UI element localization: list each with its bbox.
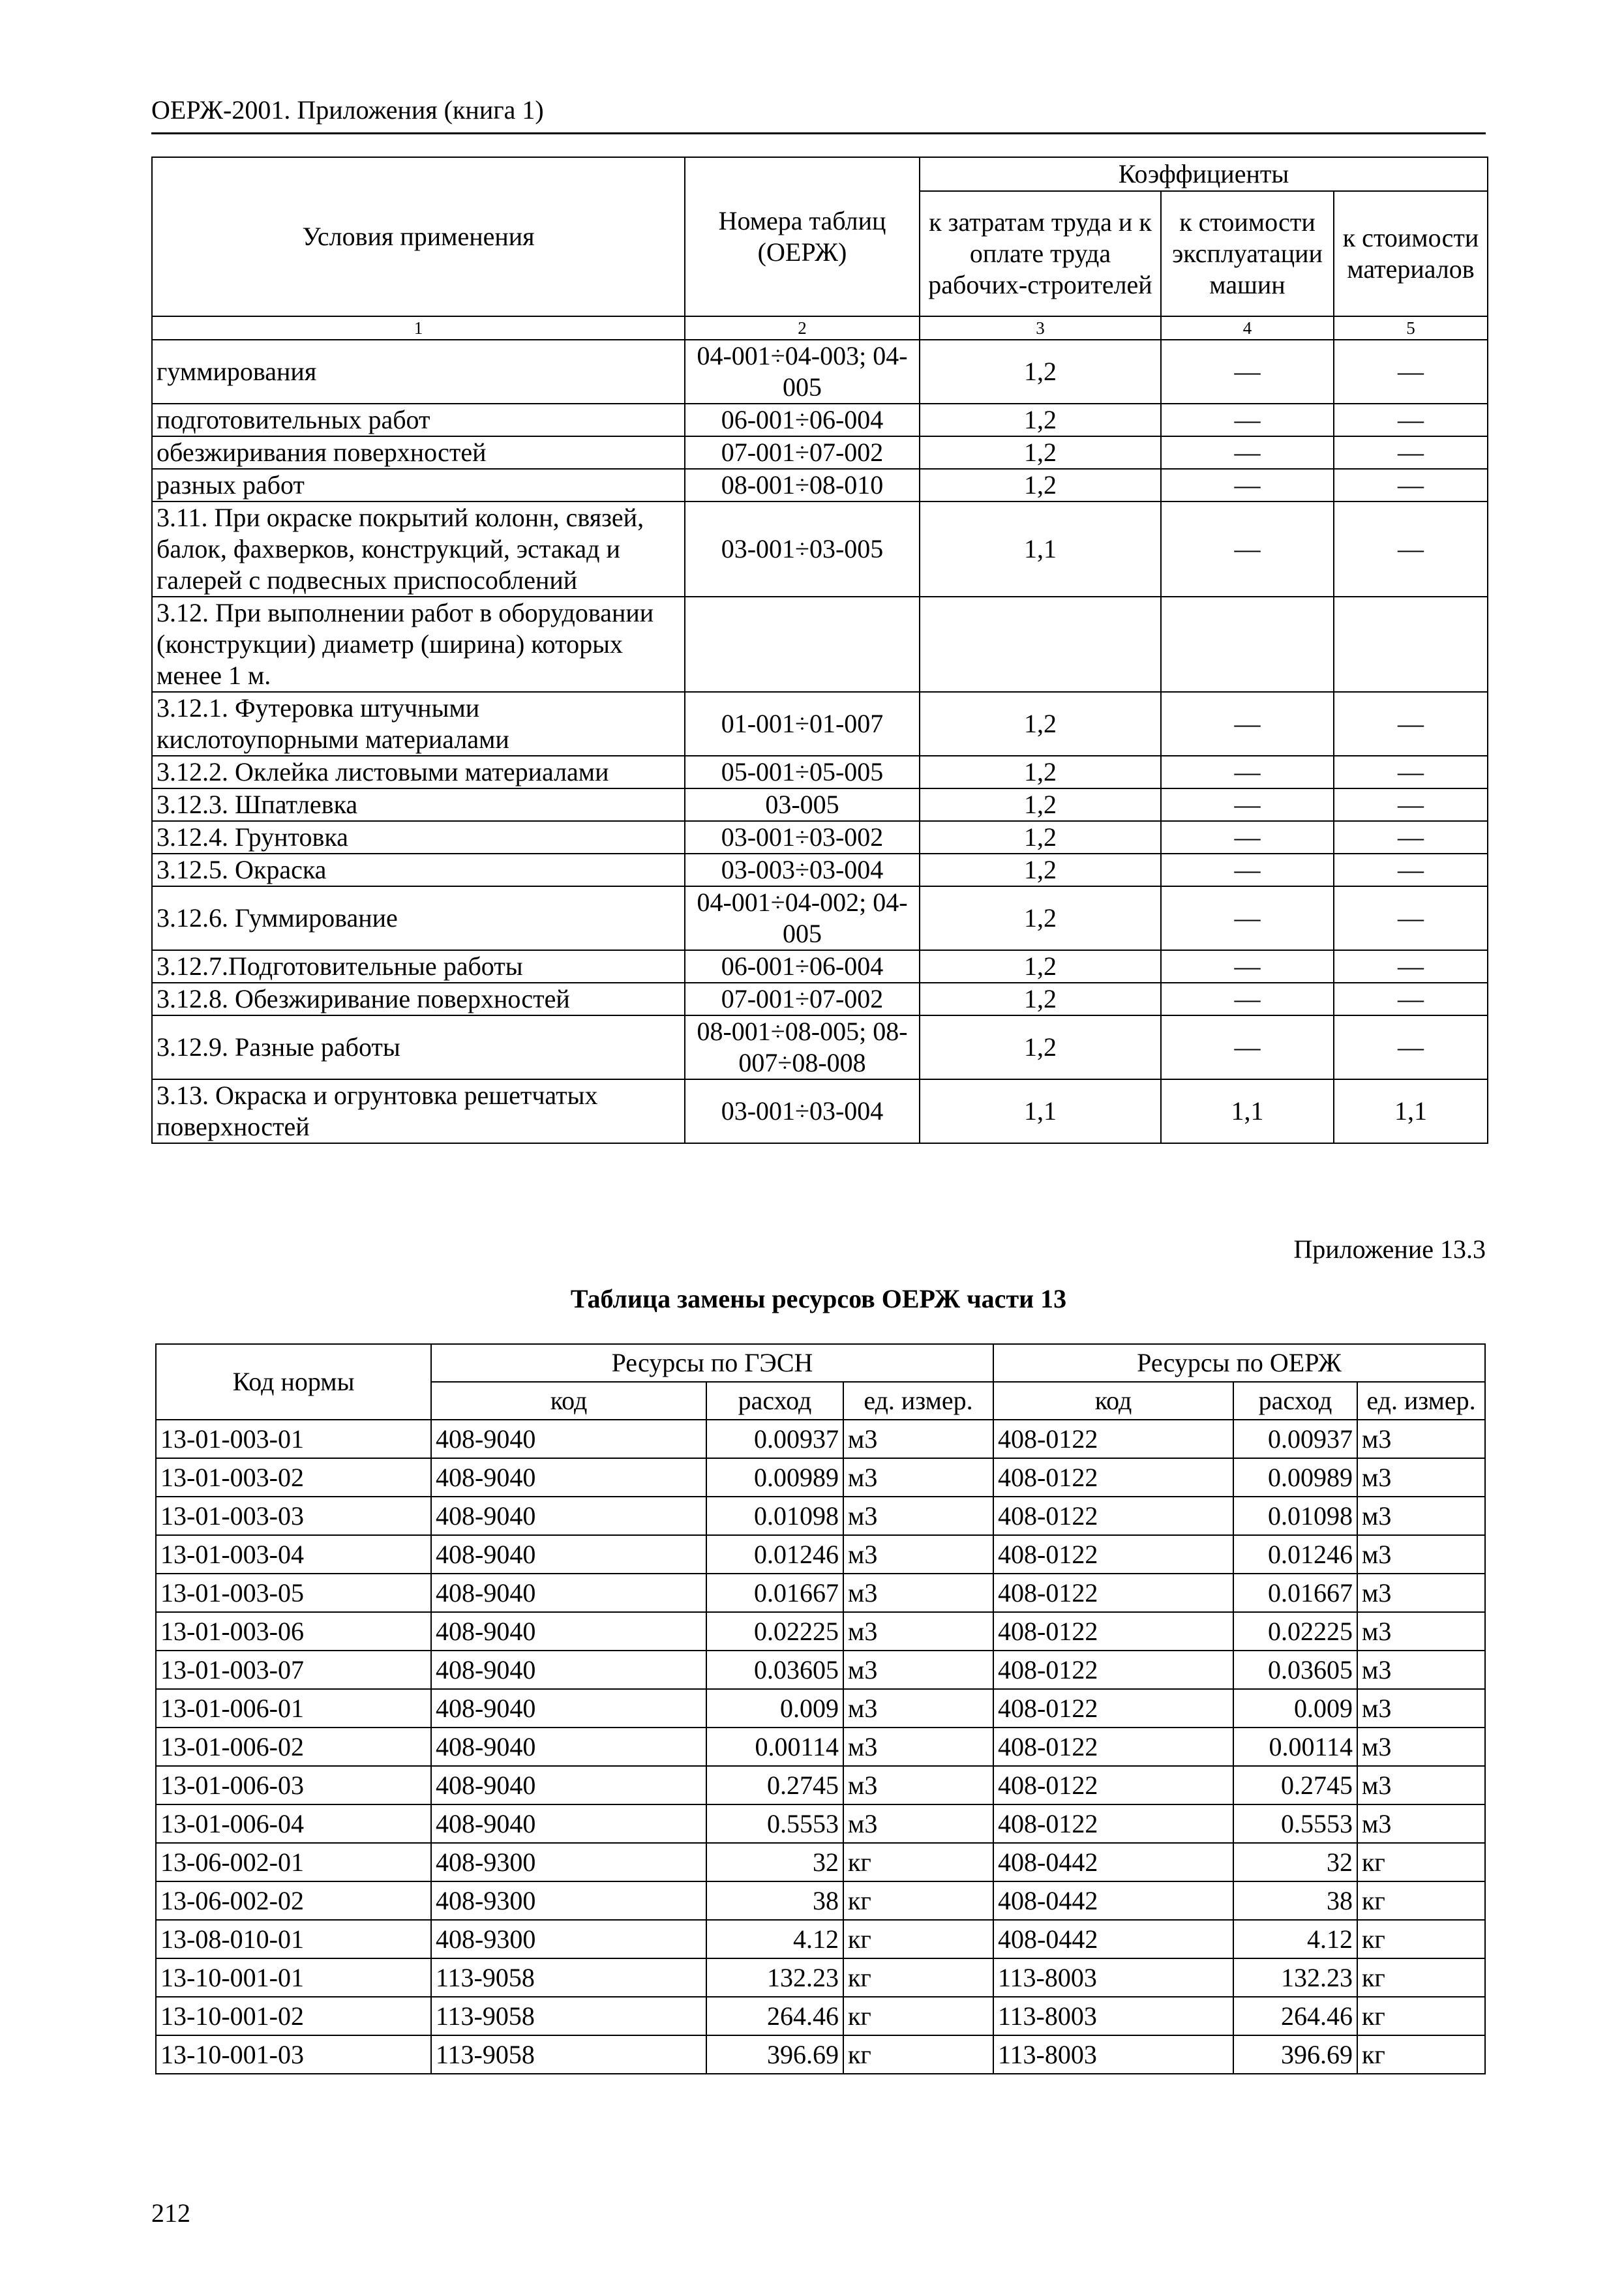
row-gesn-unit: кг [843,1881,993,1920]
row-oerzh-unit: кг [1357,1881,1485,1920]
row-condition: 3.12.1. Футеровка штучными кислотоупорными материалами [152,692,685,756]
row-gesn-consumption: 264.46 [706,1997,843,2035]
row-oerzh-consumption: 0.2745 [1233,1766,1357,1804]
row-oerzh-unit: м3 [1357,1535,1485,1574]
row-norm-code: 13-01-003-06 [156,1612,431,1651]
row-oerzh-consumption: 0.03605 [1233,1651,1357,1689]
row-norm-code: 13-01-003-02 [156,1458,431,1497]
row-oerzh-consumption: 396.69 [1233,2035,1357,2074]
row-oerzh-code: 408-0122 [993,1612,1233,1651]
row-machine-coef: — [1161,436,1334,469]
table-row [156,1612,1485,1651]
row-gesn-unit: м3 [843,1420,993,1458]
row-labor-coef: 1,2 [920,756,1161,788]
table-row [152,1079,1488,1143]
row-norm-code: 13-01-006-01 [156,1689,431,1728]
row-material-coef: — [1334,436,1488,469]
row-oerzh-consumption: 4.12 [1233,1920,1357,1958]
row-condition: 3.12.8. Обезжиривание поверхностей [152,983,685,1015]
table-row [152,1015,1488,1079]
row-material-coef: — [1334,854,1488,886]
row-gesn-code: 408-9040 [431,1458,706,1497]
table-row [152,788,1488,821]
row-gesn-code: 408-9040 [431,1535,706,1574]
row-oerzh-code: 113-8003 [993,2035,1233,2074]
row-gesn-code: 408-9040 [431,1497,706,1535]
table2-caption: Таблица замены ресурсов ОЕРЖ части 13 [570,1284,1067,1313]
header-norm-code: Код нормы [156,1344,431,1420]
row-oerzh-consumption: 0.01246 [1233,1535,1357,1574]
row-machine-coef: 1,1 [1161,1079,1334,1143]
table-row [156,1651,1485,1689]
row-gesn-code: 113-9058 [431,1997,706,2035]
row-table-numbers: 05-001÷05-005 [685,756,920,788]
row-oerzh-consumption: 0.5553 [1233,1804,1357,1843]
row-gesn-consumption: 0.009 [706,1689,843,1728]
row-table-numbers: 01-001÷01-007 [685,692,920,756]
row-gesn-code: 408-9040 [431,1420,706,1458]
row-table-numbers: 03-003÷03-004 [685,854,920,886]
row-condition: 3.12.7.Подготовительные работы [152,950,685,983]
row-oerzh-code: 408-0122 [993,1651,1233,1689]
page-number: 212 [151,2198,190,2228]
row-oerzh-code: 408-0122 [993,1574,1233,1612]
row-material-coef: — [1334,886,1488,950]
row-norm-code: 13-01-006-02 [156,1728,431,1766]
row-condition: обезжиривания поверхностей [152,436,685,469]
table-row [156,1420,1485,1458]
row-gesn-code: 408-9040 [431,1766,706,1804]
row-condition: 3.12.5. Окраска [152,854,685,886]
row-oerzh-unit: м3 [1357,1651,1485,1689]
row-material-coef: — [1334,1015,1488,1079]
row-material-coef: — [1334,950,1488,983]
row-gesn-consumption: 0.5553 [706,1804,843,1843]
header-coefficients: Коэффициенты [920,157,1488,191]
row-gesn-consumption: 396.69 [706,2035,843,2074]
row-labor-coef: 1,1 [920,1079,1161,1143]
row-labor-coef: 1,1 [920,501,1161,597]
row-oerzh-consumption: 0.02225 [1233,1612,1357,1651]
row-gesn-code: 408-9040 [431,1612,706,1651]
row-norm-code: 13-10-001-03 [156,2035,431,2074]
row-oerzh-code: 408-0122 [993,1497,1233,1535]
row-norm-code: 13-01-006-04 [156,1804,431,1843]
row-machine-coef: — [1161,983,1334,1015]
row-norm-code: 13-10-001-01 [156,1958,431,1997]
table-row [156,1728,1485,1766]
row-gesn-code: 113-9058 [431,2035,706,2074]
header-oerzh-unit: ед. измер. [1357,1382,1485,1420]
header-table-numbers: Номера таблиц (ОЕРЖ) [685,157,920,316]
row-condition: подготовительных работ [152,404,685,436]
row-machine-coef: — [1161,469,1334,501]
row-condition: 3.12.2. Оклейка листовыми материалами [152,756,685,788]
col-number-1: 1 [152,316,685,340]
row-norm-code: 13-01-003-05 [156,1574,431,1612]
row-oerzh-consumption: 32 [1233,1843,1357,1881]
row-oerzh-unit: м3 [1357,1728,1485,1766]
row-condition: 3.12.4. Грунтовка [152,821,685,854]
col-number-3: 3 [920,316,1161,340]
row-labor-coef: 1,2 [920,983,1161,1015]
row-oerzh-unit: кг [1357,2035,1485,2074]
row-gesn-unit: кг [843,2035,993,2074]
row-gesn-consumption: 0.00937 [706,1420,843,1458]
row-table-numbers [685,597,920,692]
row-material-coef: 1,1 [1334,1079,1488,1143]
table-row [152,854,1488,886]
table-row [152,404,1488,436]
row-gesn-code: 408-9300 [431,1881,706,1920]
row-oerzh-unit: м3 [1357,1612,1485,1651]
row-gesn-unit: м3 [843,1535,993,1574]
row-table-numbers: 06-001÷06-004 [685,404,920,436]
row-condition: 3.12.3. Шпатлевка [152,788,685,821]
table-row [152,821,1488,854]
row-condition: 3.11. При окраске покрытий колонн, связей, балок, фахверков, конструкций, эстакад и галерей с подвесных приспособлений [152,501,685,597]
row-oerzh-code: 113-8003 [993,1997,1233,2035]
table-row [152,886,1488,950]
table-row [156,1881,1485,1920]
row-machine-coef [1161,597,1334,692]
table-row [156,1497,1485,1535]
row-condition: разных работ [152,469,685,501]
row-material-coef: — [1334,692,1488,756]
row-oerzh-code: 408-0442 [993,1881,1233,1920]
header-gesn-consumption: расход [706,1382,843,1420]
row-oerzh-code: 408-0122 [993,1728,1233,1766]
row-oerzh-code: 408-0122 [993,1689,1233,1728]
header-machines: к стоимости эксплуатации машин [1161,191,1334,316]
row-gesn-code: 408-9040 [431,1689,706,1728]
row-table-numbers: 03-001÷03-005 [685,501,920,597]
col-number-4: 4 [1161,316,1334,340]
row-oerzh-consumption: 132.23 [1233,1958,1357,1997]
row-oerzh-unit: м3 [1357,1574,1485,1612]
row-norm-code: 13-01-006-03 [156,1766,431,1804]
row-gesn-unit: м3 [843,1458,993,1497]
row-material-coef [1334,597,1488,692]
row-labor-coef: 1,2 [920,821,1161,854]
table-row [152,597,1488,692]
row-gesn-code: 113-9058 [431,1958,706,1997]
row-oerzh-code: 113-8003 [993,1958,1233,1997]
row-gesn-code: 408-9040 [431,1728,706,1766]
row-oerzh-consumption: 264.46 [1233,1997,1357,2035]
row-gesn-unit: м3 [843,1766,993,1804]
table-row [156,1689,1485,1728]
header-gesn-unit: ед. измер. [843,1382,993,1420]
coefficients-table [151,157,1488,1144]
row-gesn-consumption: 0.00114 [706,1728,843,1766]
row-condition: 3.12. При выполнении работ в оборудовании (конструкции) диаметр (ширина) которых менее 1 м. [152,597,685,692]
row-table-numbers: 08-001÷08-005; 08-007÷08-008 [685,1015,920,1079]
row-gesn-consumption: 0.01098 [706,1497,843,1535]
table-row [152,469,1488,501]
row-gesn-code: 408-9300 [431,1920,706,1958]
row-oerzh-unit: м3 [1357,1804,1485,1843]
row-gesn-consumption: 0.01667 [706,1574,843,1612]
row-norm-code: 13-01-003-04 [156,1535,431,1574]
row-oerzh-unit: кг [1357,1920,1485,1958]
row-condition: 3.13. Окраска и огрунтовка решетчатых поверхностей [152,1079,685,1143]
row-oerzh-code: 408-0442 [993,1843,1233,1881]
row-table-numbers: 06-001÷06-004 [685,950,920,983]
row-table-numbers: 03-001÷03-002 [685,821,920,854]
row-material-coef: — [1334,340,1488,404]
row-labor-coef: 1,2 [920,340,1161,404]
row-material-coef: — [1334,821,1488,854]
row-table-numbers: 07-001÷07-002 [685,983,920,1015]
table-row [152,983,1488,1015]
row-gesn-consumption: 38 [706,1881,843,1920]
row-gesn-consumption: 0.03605 [706,1651,843,1689]
table-row [156,1574,1485,1612]
row-oerzh-consumption: 0.01098 [1233,1497,1357,1535]
row-norm-code: 13-06-002-01 [156,1843,431,1881]
row-machine-coef: — [1161,1015,1334,1079]
row-material-coef: — [1334,469,1488,501]
resource-replacement-table [155,1343,1486,2074]
row-machine-coef: — [1161,692,1334,756]
header-labor: к затратам труда и к оплате труда рабочих-строителей [920,191,1161,316]
row-gesn-code: 408-9300 [431,1843,706,1881]
row-machine-coef: — [1161,821,1334,854]
row-condition: 3.12.6. Гуммирование [152,886,685,950]
row-material-coef: — [1334,788,1488,821]
row-gesn-unit: м3 [843,1804,993,1843]
header-oerzh-code: код [993,1382,1233,1420]
table-row [156,1458,1485,1497]
row-gesn-unit: кг [843,1920,993,1958]
row-oerzh-unit: кг [1357,1958,1485,1997]
header-gesn: Ресурсы по ГЭСН [431,1344,993,1382]
table-row [156,1997,1485,2035]
row-gesn-unit: м3 [843,1497,993,1535]
table-row [152,756,1488,788]
row-machine-coef: — [1161,756,1334,788]
row-table-numbers: 03-001÷03-004 [685,1079,920,1143]
row-gesn-consumption: 4.12 [706,1920,843,1958]
row-table-numbers: 04-001÷04-002; 04-005 [685,886,920,950]
row-gesn-unit: м3 [843,1689,993,1728]
row-oerzh-code: 408-0122 [993,1535,1233,1574]
row-labor-coef: 1,2 [920,788,1161,821]
row-labor-coef: 1,2 [920,404,1161,436]
row-oerzh-consumption: 0.00114 [1233,1728,1357,1766]
row-gesn-consumption: 32 [706,1843,843,1881]
row-machine-coef: — [1161,950,1334,983]
row-labor-coef [920,597,1161,692]
row-gesn-consumption: 132.23 [706,1958,843,1997]
row-table-numbers: 03-005 [685,788,920,821]
row-norm-code: 13-01-003-07 [156,1651,431,1689]
row-norm-code: 13-01-003-03 [156,1497,431,1535]
row-gesn-code: 408-9040 [431,1804,706,1843]
header-conditions: Условия применения [152,157,685,316]
row-gesn-unit: м3 [843,1612,993,1651]
row-gesn-consumption: 0.2745 [706,1766,843,1804]
row-gesn-unit: м3 [843,1651,993,1689]
row-labor-coef: 1,2 [920,692,1161,756]
row-norm-code: 13-06-002-02 [156,1881,431,1920]
row-machine-coef: — [1161,340,1334,404]
row-oerzh-consumption: 0.00937 [1233,1420,1357,1458]
row-oerzh-unit: м3 [1357,1689,1485,1728]
annex-label: Приложение 13.3 [1293,1234,1486,1264]
row-table-numbers: 07-001÷07-002 [685,436,920,469]
row-oerzh-consumption: 38 [1233,1881,1357,1920]
row-gesn-unit: м3 [843,1574,993,1612]
table-row [156,1766,1485,1804]
row-norm-code: 13-10-001-02 [156,1997,431,2035]
row-norm-code: 13-08-010-01 [156,1920,431,1958]
row-machine-coef: — [1161,404,1334,436]
row-labor-coef: 1,2 [920,854,1161,886]
row-oerzh-consumption: 0.01667 [1233,1574,1357,1612]
row-gesn-consumption: 0.01246 [706,1535,843,1574]
row-norm-code: 13-01-003-01 [156,1420,431,1458]
row-oerzh-code: 408-0122 [993,1420,1233,1458]
row-oerzh-unit: кг [1357,1997,1485,2035]
row-oerzh-code: 408-0122 [993,1766,1233,1804]
table-row [156,1804,1485,1843]
col-number-5: 5 [1334,316,1488,340]
row-labor-coef: 1,2 [920,436,1161,469]
row-labor-coef: 1,2 [920,950,1161,983]
row-gesn-unit: кг [843,1958,993,1997]
table-row [156,1535,1485,1574]
table-row [152,950,1488,983]
row-oerzh-unit: м3 [1357,1497,1485,1535]
table-row [152,340,1488,404]
row-oerzh-code: 408-0122 [993,1458,1233,1497]
row-gesn-consumption: 0.02225 [706,1612,843,1651]
header-oerzh: Ресурсы по ОЕРЖ [993,1344,1485,1382]
table-row [152,436,1488,469]
header-materials: к стоимости материалов [1334,191,1488,316]
row-material-coef: — [1334,501,1488,597]
row-oerzh-unit: м3 [1357,1420,1485,1458]
row-labor-coef: 1,2 [920,886,1161,950]
row-material-coef: — [1334,404,1488,436]
row-machine-coef: — [1161,788,1334,821]
row-gesn-unit: кг [843,1843,993,1881]
page-header: ОЕРЖ-2001. Приложения (книга 1) [151,95,1486,134]
col-number-2: 2 [685,316,920,340]
table-row [156,1958,1485,1997]
row-oerzh-consumption: 0.009 [1233,1689,1357,1728]
row-oerzh-unit: м3 [1357,1458,1485,1497]
table-row [156,1920,1485,1958]
header-gesn-code: код [431,1382,706,1420]
table-row [156,1843,1485,1881]
table-row [152,501,1488,597]
row-gesn-code: 408-9040 [431,1574,706,1612]
row-gesn-consumption: 0.00989 [706,1458,843,1497]
row-oerzh-unit: кг [1357,1843,1485,1881]
row-table-numbers: 08-001÷08-010 [685,469,920,501]
row-gesn-code: 408-9040 [431,1651,706,1689]
row-labor-coef: 1,2 [920,1015,1161,1079]
row-machine-coef: — [1161,854,1334,886]
row-material-coef: — [1334,983,1488,1015]
row-machine-coef: — [1161,501,1334,597]
row-oerzh-consumption: 0.00989 [1233,1458,1357,1497]
row-condition: гуммирования [152,340,685,404]
row-machine-coef: — [1161,886,1334,950]
row-oerzh-code: 408-0442 [993,1920,1233,1958]
row-oerzh-unit: м3 [1357,1766,1485,1804]
row-gesn-unit: м3 [843,1728,993,1766]
row-condition: 3.12.9. Разные работы [152,1015,685,1079]
table-row [152,692,1488,756]
row-material-coef: — [1334,756,1488,788]
row-table-numbers: 04-001÷04-003; 04-005 [685,340,920,404]
row-gesn-unit: кг [843,1997,993,2035]
table-row [156,2035,1485,2074]
header-oerzh-consumption: расход [1233,1382,1357,1420]
row-oerzh-code: 408-0122 [993,1804,1233,1843]
row-labor-coef: 1,2 [920,469,1161,501]
